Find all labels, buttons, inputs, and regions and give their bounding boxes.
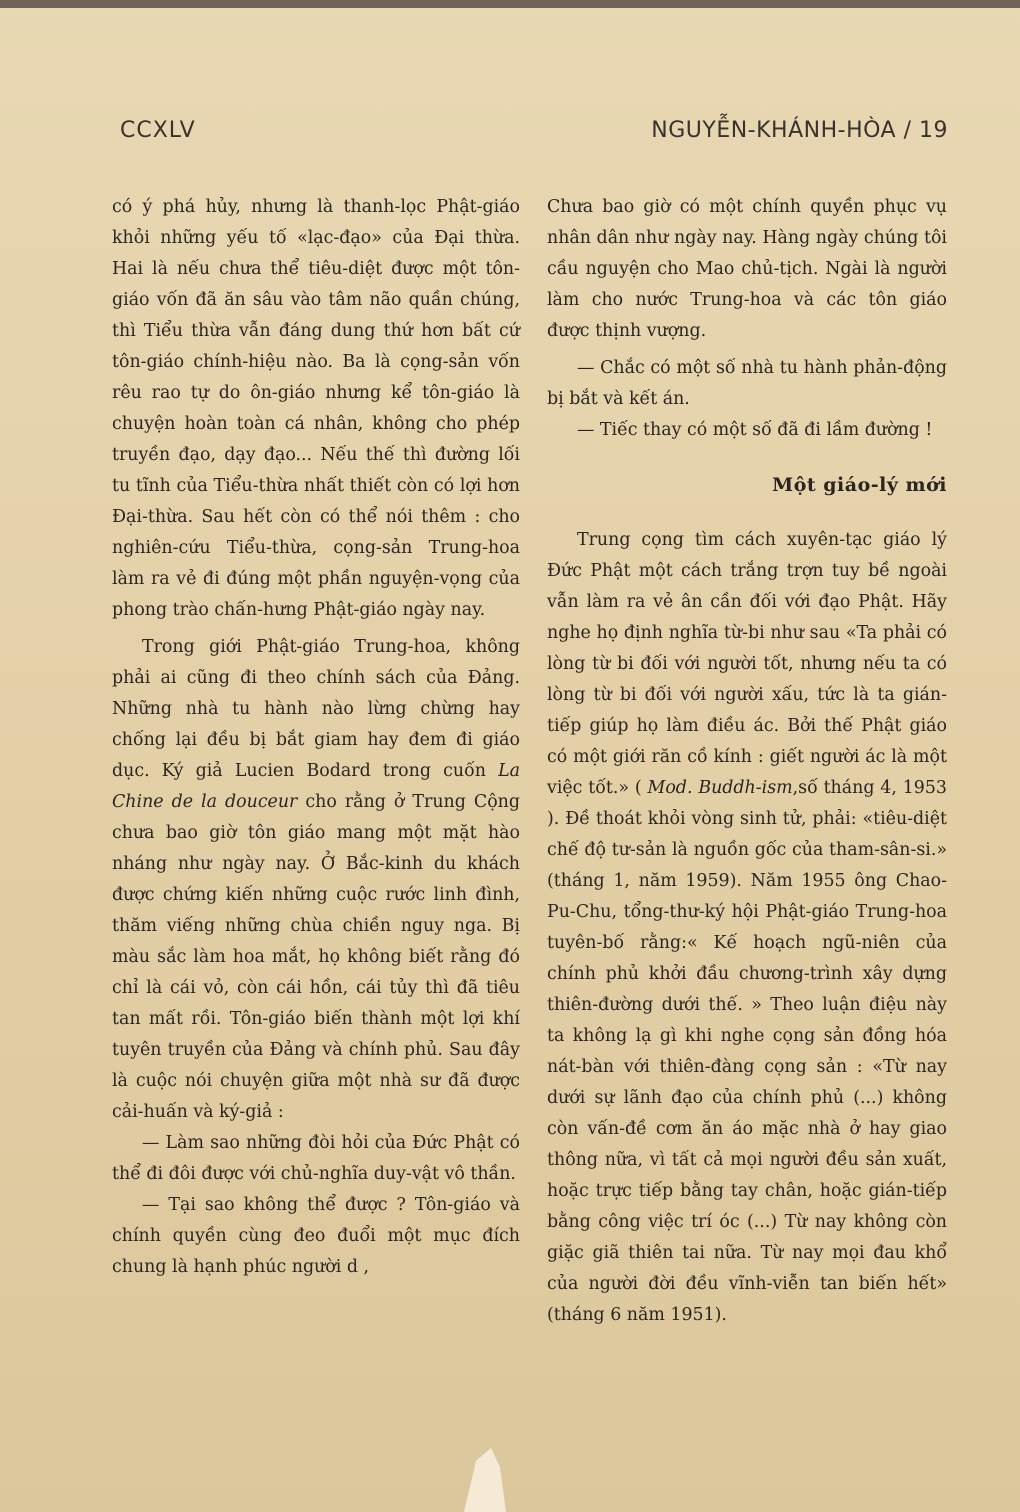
- book-title: La Chine de la douceur: [112, 761, 520, 812]
- text-run: ,số tháng 4, 1953 ). Đề thoát khỏi vòng sinh tử, phải: «tiêu-diệt chế độ tư-sản là nguồn gốc của tham-sân-si.» (tháng 1, năm 1959). Năm 1955 ông Chao-Pu-Chu, tổng-thư-ký hội Phật-giáo Trung-hoa tuyên-bố rằng:« Kế hoạch ngũ-niên của chính phủ khởi đầu chương-trình xây dựng thiên-đường dưới thế. » Theo luận điệu này ta không lạ gì khi nghe cọng sản đồng hóa nát-bàn với thiên-đàng cọng sản : «Từ nay dưới sự lãnh đạo của chính phủ (...) không còn vấn-đề cơm ăn áo mặc nhà ở hay giao thông nữa, vì tất cả mọi người đều sản xuất, hoặc trực tiếp bằng tay chân, hoặc gián-tiếp bằng công việc trí óc (...) Từ nay không còn giặc giã thiên tai nữa. Từ nay mọi đau khổ của người đời đều vĩnh-viễn tan biến hết» (tháng 6 năm 1951).: [547, 778, 947, 1325]
- paragraph: Chưa bao giờ có một chính quyền phục vụ nhân dân như ngày nay. Hàng ngày chúng tôi cầu nguyện cho Mao chủ-tịch. Ngài là người làm cho nước Trung-hoa và các tôn giáo được thịnh vượng.: [547, 197, 947, 341]
- section-heading: Một giáo-lý mới: [772, 474, 947, 496]
- paper-tear: [458, 1448, 518, 1512]
- paragraph: [547, 525, 947, 1331]
- right-column: [547, 192, 947, 1331]
- dialogue-line: — Làm sao những đòi hỏi của Đức Phật có thể đi đôi được với chủ-nghĩa duy-vật vô thần.: [112, 1133, 520, 1184]
- page-header-left: CCXLV: [120, 118, 196, 143]
- page-top-edge: [0, 0, 1020, 8]
- dialogue-line: — Chắc có một số nhà tu hành phản-động bị bắt và kết án.: [547, 358, 947, 409]
- text-run: Trung cọng tìm cách xuyên-tạc giáo lý Đức Phật một cách trắng trợn tuy bề ngoài vẫn làm ra vẻ ân cần đối với đạo Phật. Hãy nghe họ định nghĩa từ-bi như sau «Ta phải có lòng từ bi đối với người tốt, nhưng nếu ta có lòng từ bi đối với người xấu, tức là ta gián-tiếp giúp họ làm điều ác. Bởi thế Phật giáo có một giới răn cồ kính : giết người ác là một việc tốt.» (: [547, 530, 947, 798]
- left-column: [112, 192, 520, 1283]
- citation: Mod. Buddh-ism: [647, 778, 793, 798]
- dialogue-line: — Tiếc thay có một số đã đi lầm đường !: [577, 420, 933, 440]
- text-run: cho rằng ở Trung Cộng chưa bao giờ tôn giáo mang một mặt hào nháng như ngày nay. Ở Bắc-kinh du khách được chứng kiến những cuộc rước linh đình, thăm viếng những chùa chiền nguy nga. Bị màu sắc làm hoa mắt, họ không biết rằng đó chỉ là cái vỏ, còn cái hồn, cái tủy thì đã tiêu tan mất rồi. Tôn-giáo biến thành một lợi khí tuyên truyền của Đảng và chính phủ. Sau đây là cuộc nói chuyện giữa một nhà sư đã được cải-huấn và ký-giả :: [112, 792, 520, 1122]
- page-header-right: NGUYỄN-KHÁNH-HÒA / 19: [651, 118, 948, 143]
- paragraph: có ý phá hủy, nhưng là thanh-lọc Phật-giáo khỏi những yếu tố «lạc-đạo» của Đại thừa. Hai là nếu chưa thể tiêu-diệt được một tôn-giáo vốn đã ăn sâu vào tâm não quần chúng, thì Tiểu thừa vẫn đáng dung thứ hơn bất cứ tôn-giáo chính-hiệu nào. Ba là cọng-sản vốn rêu rao tự do ôn-giáo nhưng kể tôn-giáo là chuyện hoàn toàn cá nhân, không cho phép truyền đạo, dạy đạo... Nếu thế thì đường lối tu tĩnh của Tiểu-thừa nhất thiết còn có lợi hơn Đại-thừa. Sau hết còn có thể nói thêm : cho nghiên-cứu Tiểu-thừa, cọng-sản Trung-hoa làm ra vẻ đi đúng một phần nguyện-vọng của phong trào chấn-hưng Phật-giáo ngày nay.: [112, 197, 520, 620]
- dialogue-line: — Tại sao không thể được ? Tôn-giáo và chính quyền cùng đeo đuổi một mục đích chung là hạnh phúc người d ,: [112, 1195, 520, 1277]
- text-run: Trong giới Phật-giáo Trung-hoa, không phải ai cũng đi theo chính sách của Đảng. Những nhà tu hành nào lừng chừng hay chống lại đều bị bắt giam hay đem đi giáo dục. Ký giả Lucien Bodard trong cuốn: [112, 637, 520, 781]
- paragraph: [112, 632, 520, 1128]
